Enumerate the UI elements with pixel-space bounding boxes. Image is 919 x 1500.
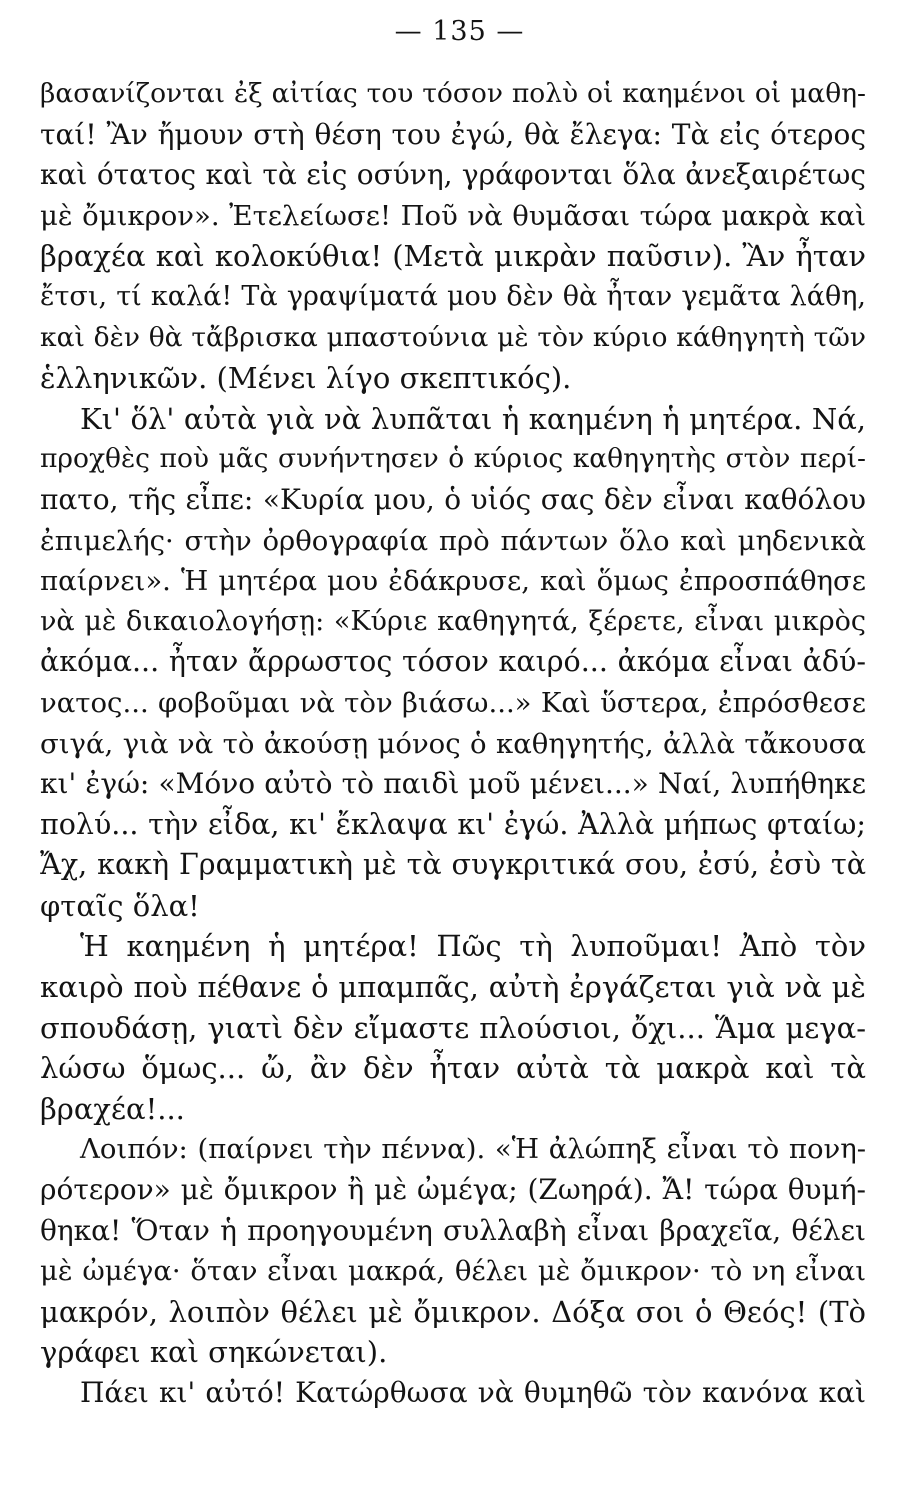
text-line: Κι' ὅλ' αὐτὰ γιὰ νὰ λυπᾶται ἡ καημένη ἡ μητέρα. Νά, [80, 401, 866, 436]
text-line: νατος... φοβοῦμαι νὰ τὸν βιάσω...» Καὶ ὕστερα, ἐπρόσθεσε [40, 686, 866, 719]
text-line: Ἡ καημένη ἡ μητέρα! Πῶς τὴ λυποῦμαι! Ἀπὸ τὸν [80, 929, 866, 964]
text-line: θηκα! Ὅταν ἡ προηγουμένη συλλαβὴ εἶναι βραχεῖα, θέλει [40, 1213, 866, 1247]
text-line: ἔτσι, τί καλά! Τὰ γραψίματά μου δὲν θὰ ἦταν γεμᾶτα λάθη, [40, 280, 866, 312]
text-line: σιγά, γιὰ νὰ τὸ ἀκούσῃ μόνος ὁ καθηγητής, ἀλλὰ τἄκουσα [40, 727, 866, 760]
page-number: — 135 — [394, 16, 525, 47]
text-line: μὲ ὠμέγα· ὅταν εἶναι μακρά, θέλει μὲ ὄμικρον· τὸ νη εἶναι [40, 1255, 866, 1288]
text-line: ἐπιμελής· στὴν ὀρθογραφία πρὸ πάντων ὅλο καὶ μηδενικὰ [40, 524, 866, 557]
text-line: βραχέα!... [40, 1091, 185, 1126]
text-line: Λοιπόν: (παίρνει τὴν πέννα). «Ἡ ἀλώπηξ εἶναι τὸ πονη- [80, 1133, 866, 1166]
text-line: ἀκόμα... ἦταν ἄρρωστος τόσον καιρό... ἀκόμα εἶναι ἀδύ- [40, 645, 866, 679]
text-line: σπουδάσῃ, γιατὶ δὲν εἴμαστε πλούσιοι, ὄχι... Ἅμα μεγα- [40, 1010, 866, 1045]
text-line: πολύ... τὴν εἶδα, κι' ἔκλαψα κι' ἐγώ. Ἀλλὰ μήπως φταίω; [40, 807, 866, 841]
text-line: μὲ ὄμικρον». Ἐτελείωσε! Ποῦ νὰ θυμᾶσαι τώρα μακρὰ καὶ [40, 199, 866, 232]
text-line: ἑλληνικῶν. (Μένει λίγο σκεπτικός). [40, 361, 572, 396]
text-line: μακρόν, λοιπὸν θέλει μὲ ὄμικρον. Δόξα σοι ὁ Θεός! (Τὸ [40, 1294, 866, 1329]
text-line: Ἄχ, κακὴ Γραμματικὴ μὲ τὰ συγκριτικά σου, ἐσύ, ἐσὺ τὰ [40, 848, 866, 882]
text-line: βασανίζονται ἐξ αἰτίας του τόσον πολὺ οἱ καημένοι οἱ μαθη- [40, 78, 866, 109]
text-line: καιρὸ ποὺ πέθανε ὁ μπαμπᾶς, αὐτὴ ἐργάζεται γιὰ νὰ μὲ [40, 970, 866, 1005]
text-line: λώσω ὅμως... ὤ, ἂν δὲν ἦταν αὐτὰ τὰ μακρὰ καὶ τὰ [40, 1051, 866, 1086]
text-line: παίρνει». Ἡ μητέρα μου ἐδάκρυσε, καὶ ὅμως ἐπροσπάθησε [40, 565, 866, 598]
text-line: ταί! Ἂν ἤμουν στὴ θέση του ἐγώ, θὰ ἔλεγα: Τὰ εἰς ότερος [40, 117, 866, 151]
text-line: βραχέα καὶ κολοκύθια! (Μετὰ μικρὰν παῦσιν). Ἂν ἦταν [40, 239, 866, 274]
text-line: ρότερον» μὲ ὄμικρον ἢ μὲ ὠμέγα; (Ζωηρά). Ἄ! τώρα θυμή- [40, 1173, 866, 1207]
text-line: προχθὲς ποὺ μᾶς συνήντησεν ὁ κύριος καθηγητὴς στὸν περί- [40, 443, 866, 475]
text-line: Πάει κι' αὐτό! Κατώρθωσα νὰ θυμηθῶ τὸν κανόνα καὶ [80, 1376, 866, 1409]
text-line: φταῖς ὅλα! [40, 888, 200, 923]
text-line: πατο, τῆς εἶπε: «Κυρία μου, ὁ υἱός σας δὲν εἶναι καθόλου [40, 482, 866, 516]
body-text [40, 74, 866, 1414]
text-line: κι' ἐγώ: «Μόνο αὐτὸ τὸ παιδὶ μοῦ μένει...» Ναί, λυπήθηκε [40, 767, 866, 801]
text-line: νὰ μὲ δικαιολογήσῃ: «Κύριε καθηγητά, ξέρετε, εἶναι μικρὸς [40, 605, 866, 637]
text-line: καὶ δὲν θὰ τἄβρισκα μπαστούνια μὲ τὸν κύριο κάθηγητὴ τῶν [40, 321, 866, 353]
text-line: καὶ ότατος καὶ τὰ εἰς οσύνη, γράφονται ὅλα ἀνεξαιρέτως [40, 158, 866, 192]
text-line: γράφει καὶ σηκώνεται). [40, 1335, 388, 1370]
